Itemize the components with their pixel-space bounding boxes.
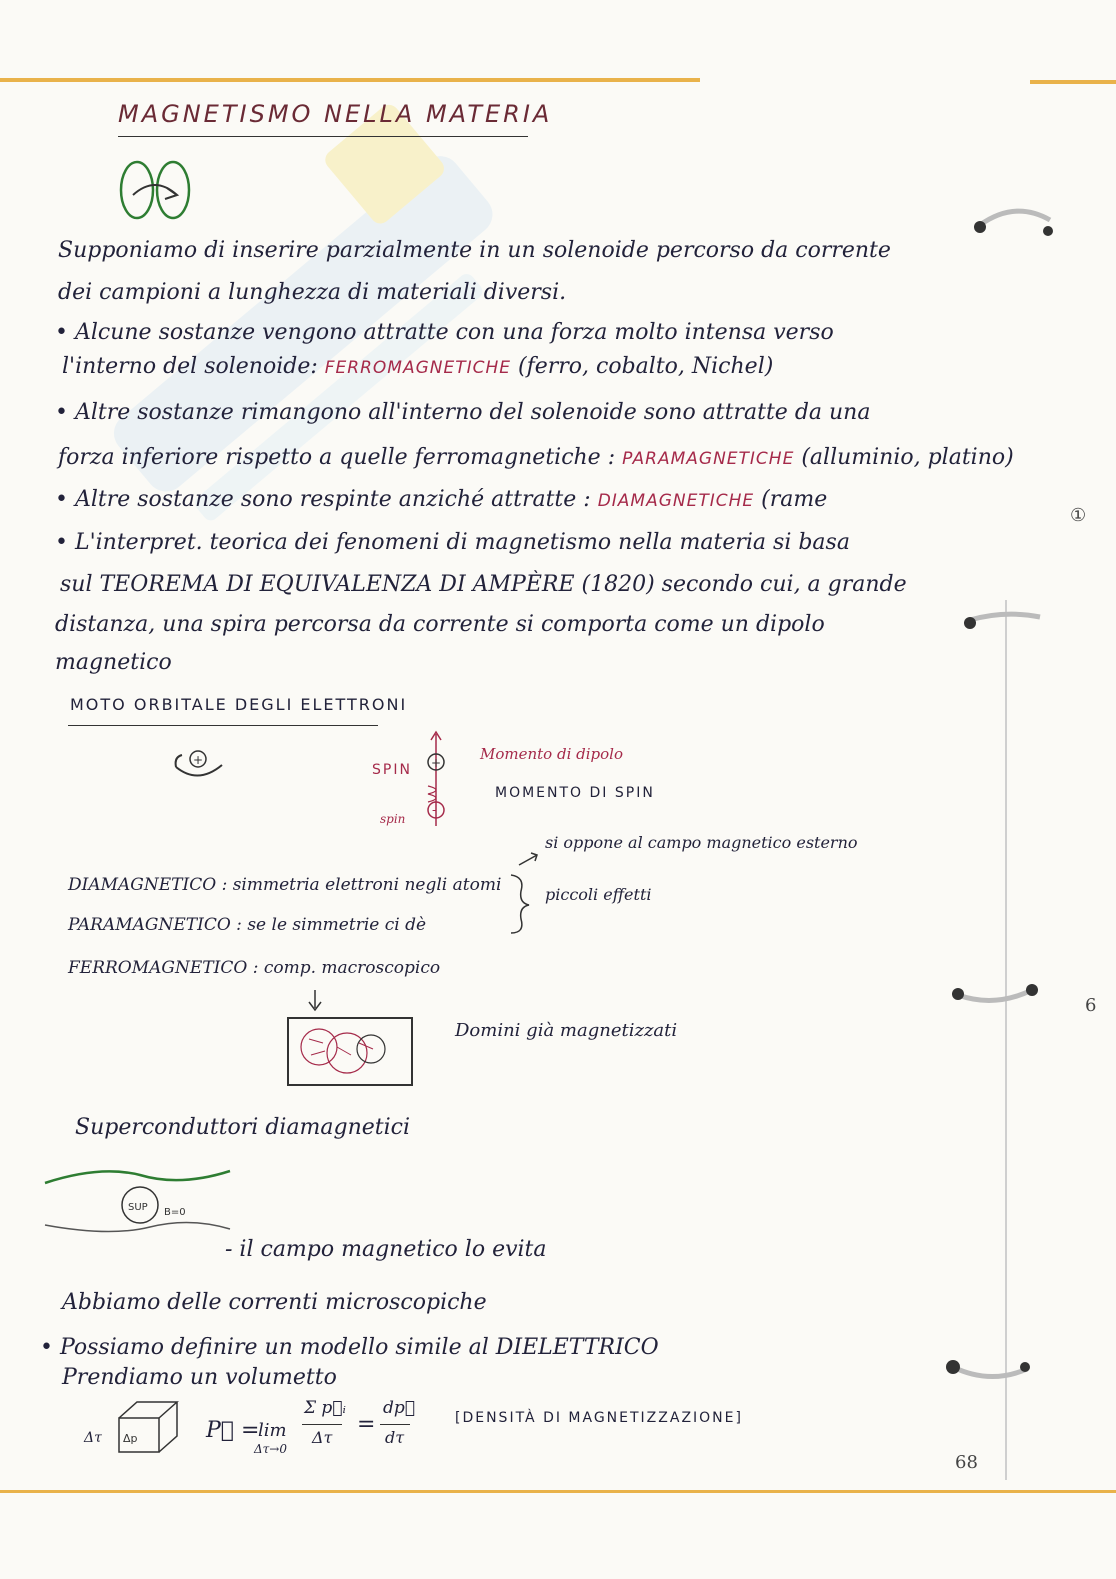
formula-den: Δτ: [312, 1428, 333, 1447]
formula-eq: =: [357, 1412, 376, 1437]
superconductor-note: - il campo magnetico lo evita: [225, 1237, 547, 1262]
domains-label: Domini già magnetizzati: [455, 1020, 678, 1041]
formula-p: P⃗ =: [206, 1418, 260, 1443]
page-title: MAGNETISMO NELLA MATERIA: [118, 100, 553, 128]
paramagnetic-label: PARAMAGNETICHE: [622, 449, 795, 469]
top-margin-line-right: [1030, 80, 1116, 84]
delta-tau-label: Δτ: [84, 1430, 102, 1446]
paragraph-line-10: distanza, una spira percorsa da corrente si comporta come un dipolo: [55, 612, 825, 637]
diamagnetic-label: DIAMAGNETICHE: [597, 491, 755, 511]
text-span: • Altre sostanze sono respinte anziché attratte :: [55, 487, 591, 512]
paragraph-line-3: • Alcune sostanze vengono attratte con una forza molto intensa verso: [55, 320, 834, 345]
b-zero-label: B=0: [164, 1207, 186, 1218]
note-opposes-field: si oppone al campo magnetico esterno: [545, 833, 858, 852]
text-span: forza inferiore rispetto a quelle ferromagnetiche :: [58, 445, 616, 470]
binder-ring-icon: [970, 195, 1060, 245]
fraction-bar-1: [302, 1424, 342, 1425]
svg-text:+: +: [431, 756, 442, 770]
down-arrow-icon: [305, 988, 325, 1012]
brace-sketch: [505, 845, 545, 935]
bottom-margin-line: [0, 1490, 1116, 1493]
paragraph-line-5: • Altre sostanze rimangono all'interno del solenoide sono attratte da una: [55, 400, 871, 425]
binder-ring-icon: [945, 1345, 1035, 1395]
ferro-examples: (ferro, cobalto, Nichel): [518, 354, 774, 379]
paragraph-line-9: sul TEOREMA DI EQUIVALENZA DI AMPÈRE (1820) secondo cui, a grande: [60, 572, 907, 597]
dia-examples: (rame: [761, 487, 828, 512]
paragraph-line-6: [58, 445, 1014, 470]
note-small-effects: piccoli effetti: [545, 885, 652, 904]
svg-text:-: -: [432, 803, 437, 817]
bottom-line-1: Abbiamo delle correnti microscopiche: [62, 1290, 487, 1315]
section-heading: MOTO ORBITALE DEGLI ELETTRONI: [70, 695, 408, 714]
title-underline: [118, 136, 528, 137]
formula-lim: lim: [258, 1420, 287, 1441]
side-mark-2: 6: [1085, 995, 1097, 1016]
formula-lim-sub: Δτ→0: [254, 1442, 287, 1456]
type-paramagnetic: PARAMAGNETICO : se le simmetrie ci dè: [68, 915, 427, 935]
magnetization-density-label: [DENSITÀ DI MAGNETIZZAZIONE]: [455, 1410, 743, 1426]
domains-box: [287, 1017, 413, 1086]
solenoid-sketch: [115, 155, 195, 225]
formula-sum: Σ p⃗ᵢ: [304, 1398, 346, 1418]
bottom-line-2: • Possiamo definire un modello simile al DIELETTRICO: [40, 1335, 659, 1360]
domains-sketch: [289, 1019, 411, 1084]
binder-ring-icon: [960, 595, 1050, 645]
spin-arrows-sketch: [420, 730, 460, 830]
section-underline: [68, 725, 378, 726]
moment-spin-label: MOMENTO DI SPIN: [495, 785, 655, 801]
cube-p-label: Δp: [123, 1432, 138, 1445]
spin-top-label: SPIN: [372, 762, 412, 778]
orbit-sketch: [170, 745, 230, 785]
formula-dp: dp⃗: [383, 1398, 415, 1418]
formula-dt: dτ: [385, 1428, 405, 1447]
paragraph-line-2: dei campioni a lunghezza di materiali diversi.: [58, 280, 567, 305]
superconductor-heading: Superconduttori diamagnetici: [75, 1115, 411, 1140]
ferromagnetic-label: FERROMAGNETICHE: [324, 358, 512, 378]
bottom-line-3: Prendiamo un volumetto: [62, 1365, 337, 1390]
type-ferromagnetic: FERROMAGNETICO : comp. macroscopico: [68, 958, 441, 978]
para-examples: (alluminio, platino): [801, 445, 1014, 470]
superconductor-field-sketch: [40, 1155, 240, 1245]
spin-bottom-label: spin: [380, 812, 406, 826]
paragraph-line-7: [55, 487, 827, 512]
binder-ring-icon: [950, 970, 1040, 1020]
sup-label: SUP: [128, 1202, 148, 1213]
page-number: 68: [955, 1452, 978, 1473]
paragraph-line-1: Supponiamo di inserire parzialmente in un solenoide percorso da corrente: [58, 238, 891, 263]
paragraph-line-4: [62, 354, 773, 379]
type-diamagnetic: DIAMAGNETICO : simmetria elettroni negli atomi: [68, 875, 502, 895]
fraction-bar-2: [380, 1424, 410, 1425]
moment-dipole-label: Momento di dipolo: [480, 745, 624, 763]
paragraph-line-8: • L'interpret. teorica dei fenomeni di magnetismo nella materia si basa: [55, 530, 850, 555]
text-span: l'interno del solenoide:: [62, 354, 318, 379]
svg-text:+: +: [193, 753, 204, 767]
top-margin-line: [0, 78, 700, 82]
paragraph-line-11: magnetico: [55, 650, 172, 675]
side-mark-1: ①: [1070, 505, 1087, 526]
volume-cube-sketch: [115, 1398, 185, 1458]
